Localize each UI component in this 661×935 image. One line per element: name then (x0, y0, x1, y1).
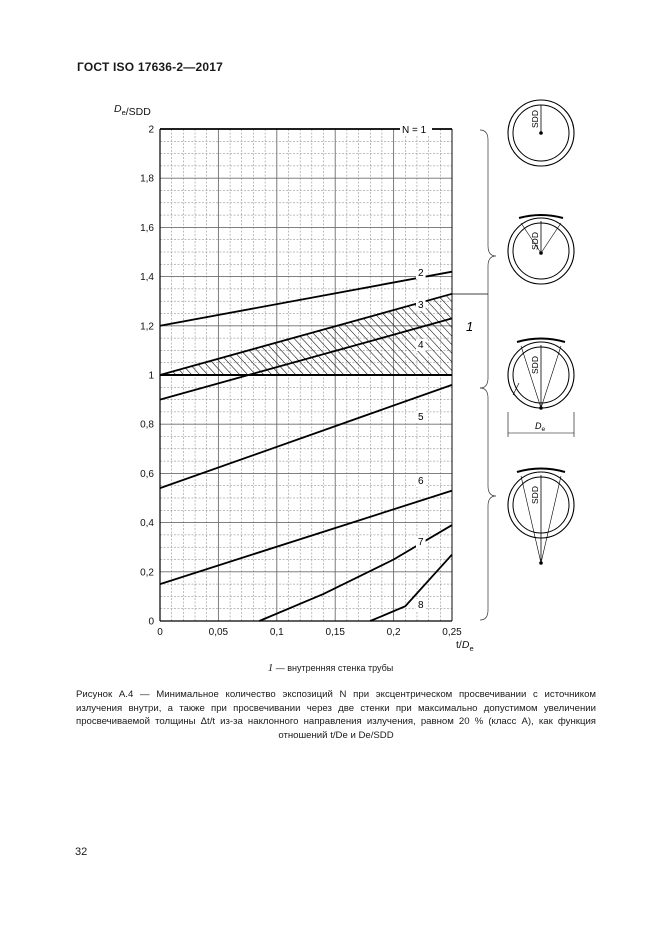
y-tick-label: 0,8 (140, 419, 154, 431)
y-tick-label: 1,4 (140, 272, 154, 284)
source-point (539, 131, 543, 135)
y-tick-label: 1 (148, 370, 154, 382)
source-point (539, 406, 543, 410)
hatch-line (48, 289, 128, 375)
pipe-diagrams (480, 100, 574, 620)
y-tick-label: 0,2 (140, 567, 154, 579)
y-tick-label: 1,2 (140, 321, 154, 333)
sdd-label: SDD (530, 232, 540, 250)
ray-left (521, 346, 541, 408)
pipe-diagram-2 (508, 215, 574, 284)
series-label: 3 (418, 300, 424, 311)
hatch-line (40, 289, 120, 375)
hatch-line (88, 289, 168, 375)
hatch-line (176, 289, 256, 375)
x-tick-label: 0,15 (325, 627, 345, 638)
chart-labels (114, 103, 488, 653)
series-line-2 (160, 272, 452, 326)
series-line-3 (160, 294, 452, 375)
series-line-6 (160, 491, 452, 584)
annotation-label: 1 (466, 319, 474, 334)
series-label: 5 (418, 412, 424, 423)
document-header: ГОСТ ISO 17636-2—2017 (77, 60, 223, 74)
source-point (539, 561, 543, 565)
y-tick-label: 0 (148, 616, 154, 628)
x-axis-label: $t/D_e$ (456, 639, 474, 653)
series-label: N = 1 (402, 125, 427, 136)
hatch-line (152, 289, 232, 375)
hatch-line (144, 289, 224, 375)
legend-number: 1 (267, 662, 274, 674)
series-label: 8 (418, 600, 424, 611)
wall-marker (513, 383, 519, 395)
legend-text: — внутренняя стенка трубы (273, 663, 394, 673)
de-label: $D_e$ (535, 421, 546, 433)
y-tick-label: 0,4 (140, 518, 154, 530)
y-tick-label: 1,8 (140, 173, 154, 185)
series-label: 4 (418, 340, 424, 351)
brace-upper (480, 130, 496, 388)
ray-right (541, 476, 561, 563)
page-number: 32 (75, 846, 88, 858)
sdd-label: SDD (530, 486, 540, 504)
series-label: 6 (418, 476, 424, 487)
pipe-diagram-1 (508, 100, 574, 166)
pipe-diagram-3 (508, 339, 574, 438)
x-tick-label: 0,2 (386, 627, 401, 638)
pipe-diagram-4 (508, 469, 574, 565)
y-tick-label: 2 (148, 124, 154, 136)
x-tick-label: 0,1 (269, 627, 284, 638)
series-line-4 (160, 318, 452, 399)
hatch-line (184, 289, 264, 375)
source-point (539, 251, 543, 255)
x-tick-label: 0,25 (442, 627, 462, 638)
ray-right (541, 223, 561, 253)
figure-caption: Рисунок А.4 — Минимальное количество экспозиций N при эксцентрическом просвечивании с источником излучения внутри, а также при просвечивании через две стенки при максимально допустимом увеличении просвечиваемой толщины Δt/t из-за наклонного направления излучения, равном 20 % (класс А), как функция отношений t/De и De/SDD (76, 689, 596, 741)
x-tick-label: 0,05 (208, 627, 229, 638)
hatch-line (96, 289, 176, 375)
hatch-line (472, 289, 552, 375)
x-tick-label: 0 (157, 627, 163, 638)
ray-right (541, 346, 561, 408)
brace-lower (480, 388, 496, 620)
sdd-label: SDD (530, 356, 540, 374)
legend-note (0, 662, 661, 674)
y-axis-label: $D_e$/SDD (114, 103, 151, 118)
y-tick-label: 1,6 (140, 222, 154, 234)
hatch-line (56, 289, 136, 375)
sdd-label: SDD (530, 110, 540, 128)
series-label: 2 (418, 268, 424, 279)
series-label: 7 (418, 537, 424, 548)
hatch-line (160, 289, 240, 375)
y-tick-label: 0,6 (140, 468, 154, 480)
hatch-line (64, 289, 144, 375)
